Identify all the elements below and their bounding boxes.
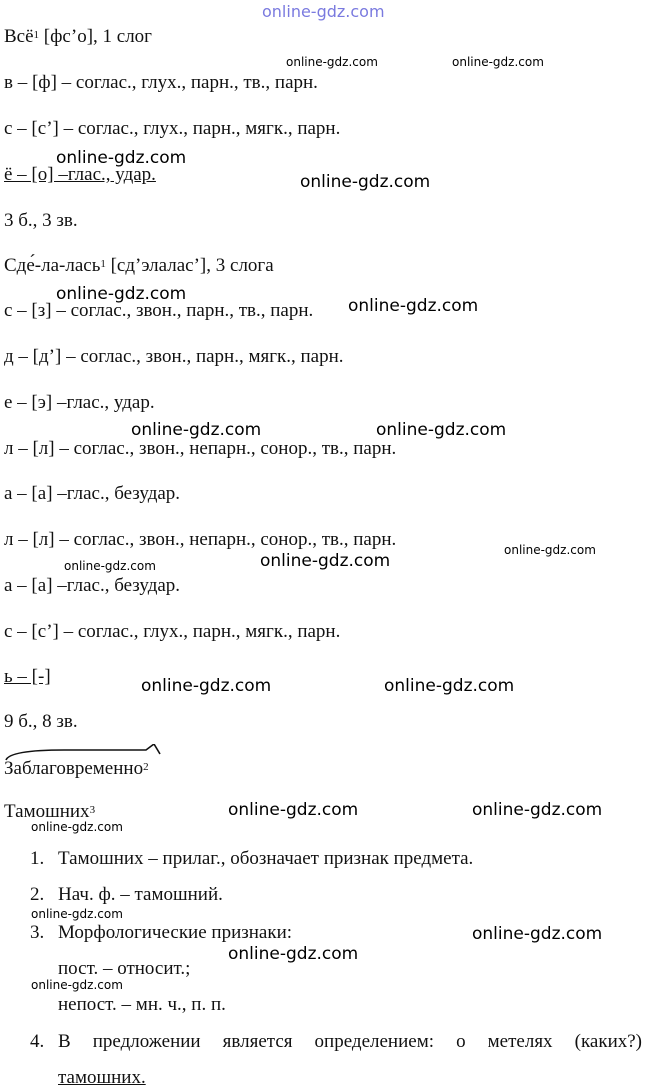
watermark: online-gdz.com — [228, 800, 359, 820]
watermark: online-gdz.com — [472, 924, 603, 944]
watermark: online-gdz.com — [286, 55, 378, 69]
count-line: 9 б., 8 зв. — [4, 711, 78, 732]
sound-line: ё – [о] –глас., удар. — [4, 164, 156, 185]
sound-line: в – [ф] – соглас., глух., парн., тв., парн. — [4, 72, 318, 93]
sound-line: с – [с’] – соглас., глух., парн., мягк., парн. — [4, 621, 341, 642]
watermark: online-gdz.com — [262, 2, 385, 21]
watermark: online-gdz.com — [141, 676, 272, 696]
watermark: online-gdz.com — [260, 551, 391, 571]
sound-line: л – [л] – соглас., звон., непарн., сонор., тв., парн. — [4, 438, 397, 459]
watermark: online-gdz.com — [64, 559, 156, 573]
sound-line: е – [э] –глас., удар. — [4, 392, 155, 413]
watermark: online-gdz.com — [31, 978, 123, 992]
watermark: online-gdz.com — [300, 172, 431, 192]
watermark: online-gdz.com — [31, 907, 123, 921]
word4-heading: Тамошних$^3$ — [4, 801, 96, 822]
list-item-text: тамошних. — [58, 1067, 146, 1088]
watermark: online-gdz.com — [376, 420, 507, 440]
word3-heading: Заблаговременно$^2$ — [4, 758, 149, 779]
sound-line: л – [л] – соглас., звон., непарн., сонор., тв., парн. — [4, 529, 397, 550]
list-item-text: В предложении является определением: о метелях (каких?) — [58, 1031, 642, 1052]
word1-heading: Всё$^1$ [фс’о], 1 слог — [4, 26, 152, 47]
watermark: online-gdz.com — [384, 676, 515, 696]
watermark: online-gdz.com — [56, 284, 187, 304]
sound-line: а – [а] –глас., безудар. — [4, 575, 181, 596]
count-line: 3 б., 3 зв. — [4, 210, 78, 231]
watermark: online-gdz.com — [228, 944, 359, 964]
sound-line: а – [а] –глас., безудар. — [4, 483, 181, 504]
watermark: online-gdz.com — [131, 420, 262, 440]
word2-heading: Сде́-ла-лась$^1$ [сд’элалас’], 3 слога — [4, 255, 274, 276]
sound-line: с – [с’] – соглас., глух., парн., мягк., парн. — [4, 118, 341, 139]
sound-line: д – [д’] – соглас., звон., парн., мягк., парн. — [4, 346, 344, 367]
watermark: online-gdz.com — [452, 55, 544, 69]
sound-line: ь – [-] — [4, 666, 51, 687]
watermark: online-gdz.com — [31, 820, 123, 834]
watermark: online-gdz.com — [472, 800, 603, 820]
watermark: online-gdz.com — [504, 543, 596, 557]
watermark: online-gdz.com — [56, 148, 187, 168]
sound-line: с – [з] – соглас., звон., парн., тв., парн. — [4, 300, 314, 321]
watermark: online-gdz.com — [348, 296, 479, 316]
